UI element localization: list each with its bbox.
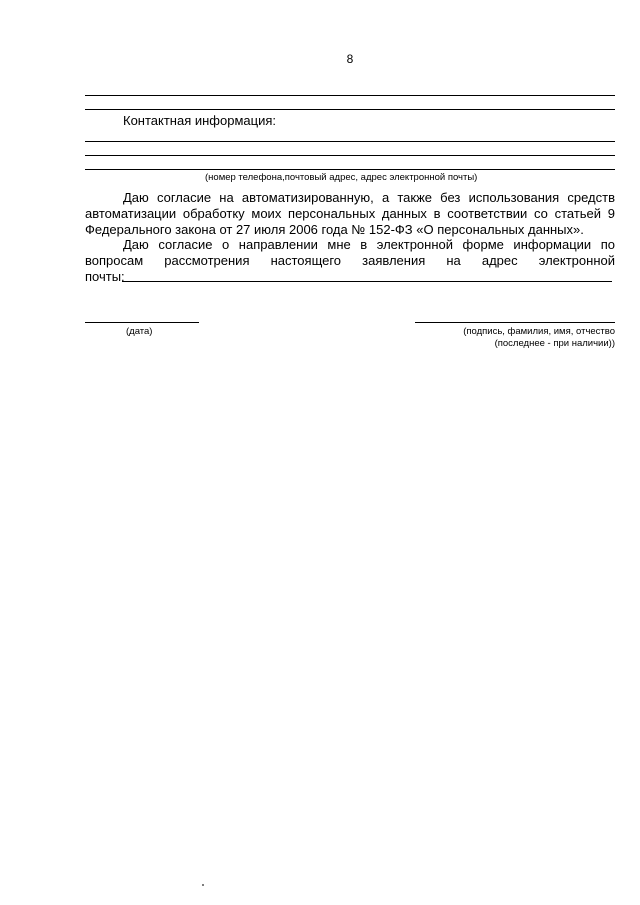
email-blank-line	[122, 281, 612, 282]
signature-line	[415, 322, 615, 323]
page-number: 8	[346, 52, 354, 66]
signature-caption-line-2: (последнее - при наличии))	[494, 338, 615, 349]
consent-p1-line-3: Федерального закона от 27 июля 2006 года № 152-ФЗ «О персональных данных».	[85, 222, 584, 237]
contact-caption: (номер телефона,почтовый адрес, адрес электронной почты)	[205, 172, 478, 183]
consent-p2-line-1: Даю согласие о направлении мне в электронной форме информации по	[123, 237, 615, 252]
consent-p1-line-2: автоматизации обработку моих персональных данных в соответствии со статьей 9	[85, 206, 615, 221]
consent-p2-line-2: вопросам рассмотрения настоящего заявления на адрес электронной	[85, 253, 615, 268]
contact-line-2	[85, 155, 615, 156]
blank-line-2	[85, 109, 615, 110]
date-caption: (дата)	[126, 326, 153, 337]
signature-caption-line-1: (подпись, фамилия, имя, отчество	[463, 326, 615, 337]
blank-line-1	[85, 95, 615, 96]
contact-info-label: Контактная информация:	[123, 113, 276, 128]
contact-line-1	[85, 141, 615, 142]
scan-dot	[202, 884, 204, 886]
email-label: почты:	[85, 269, 125, 284]
consent-p1-line-1: Даю согласие на автоматизированную, а также без использования средств	[123, 190, 615, 205]
contact-line-3	[85, 169, 615, 170]
date-line	[85, 322, 199, 323]
